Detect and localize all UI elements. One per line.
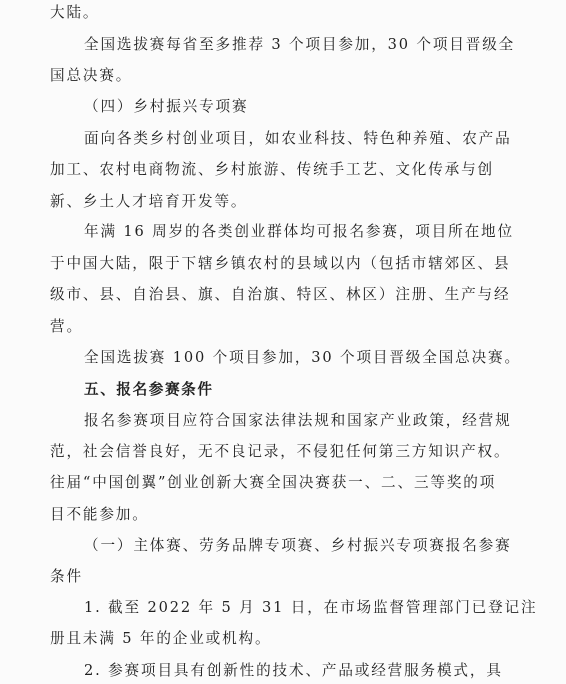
text-line: 全国选拔赛 100 个项目参加，30 个项目晋级全国总决赛。: [84, 349, 521, 366]
text-line: 新、乡土人才培育开发等。: [50, 193, 248, 210]
text-line: 年满 16 周岁的各类创业群体均可报名参赛，项目所在地位: [84, 223, 514, 240]
text-line: 全国选拔赛每省至多推荐 3 个项目参加，30 个项目晋级全: [84, 36, 516, 53]
text-line: 加工、农村电商物流、乡村旅游、传统手工艺、文化传承与创: [50, 161, 494, 178]
section-subheading: （四）乡村振兴专项赛: [84, 98, 249, 115]
text-line: 册且未满 5 年的企业或机构。: [50, 630, 272, 647]
section-heading: 五、报名参赛条件: [84, 381, 214, 398]
text-line: 条件: [50, 568, 83, 585]
text-line: 报名参赛项目应符合国家法律法规和国家产业政策，经营规: [84, 412, 512, 429]
text-line: 于中国大陆，限于下辖乡镇农村的县域以内（包括市辖郊区、县: [50, 255, 511, 272]
text-line: 营。: [50, 318, 83, 335]
text-line: 1. 截至 2022 年 5 月 31 日，在市场监督管理部门已登记注: [84, 599, 538, 616]
text-line: 往届“中国创翼”创业创新大赛全国决赛获一、二、三等奖的项: [50, 474, 497, 491]
text-line: 2. 参赛项目具有创新性的技术、产品或经营服务模式，具: [84, 662, 503, 679]
text-line: 目不能参加。: [50, 506, 149, 523]
text-line: 面向各类乡村创业项目，如农业科技、特色种养殖、农产品: [84, 130, 512, 147]
text-line: 大陆。: [50, 4, 100, 21]
text-line: 级市、县、自治县、旗、自治旗、特区、林区）注册、生产与经: [50, 286, 511, 303]
section-subheading: （一）主体赛、劳务品牌专项赛、乡村振兴专项赛报名参赛: [84, 537, 512, 554]
text-line: 范，社会信誉良好，无不良记录，不侵犯任何第三方知识产权。: [50, 443, 511, 460]
text-line: 国总决赛。: [50, 67, 133, 84]
